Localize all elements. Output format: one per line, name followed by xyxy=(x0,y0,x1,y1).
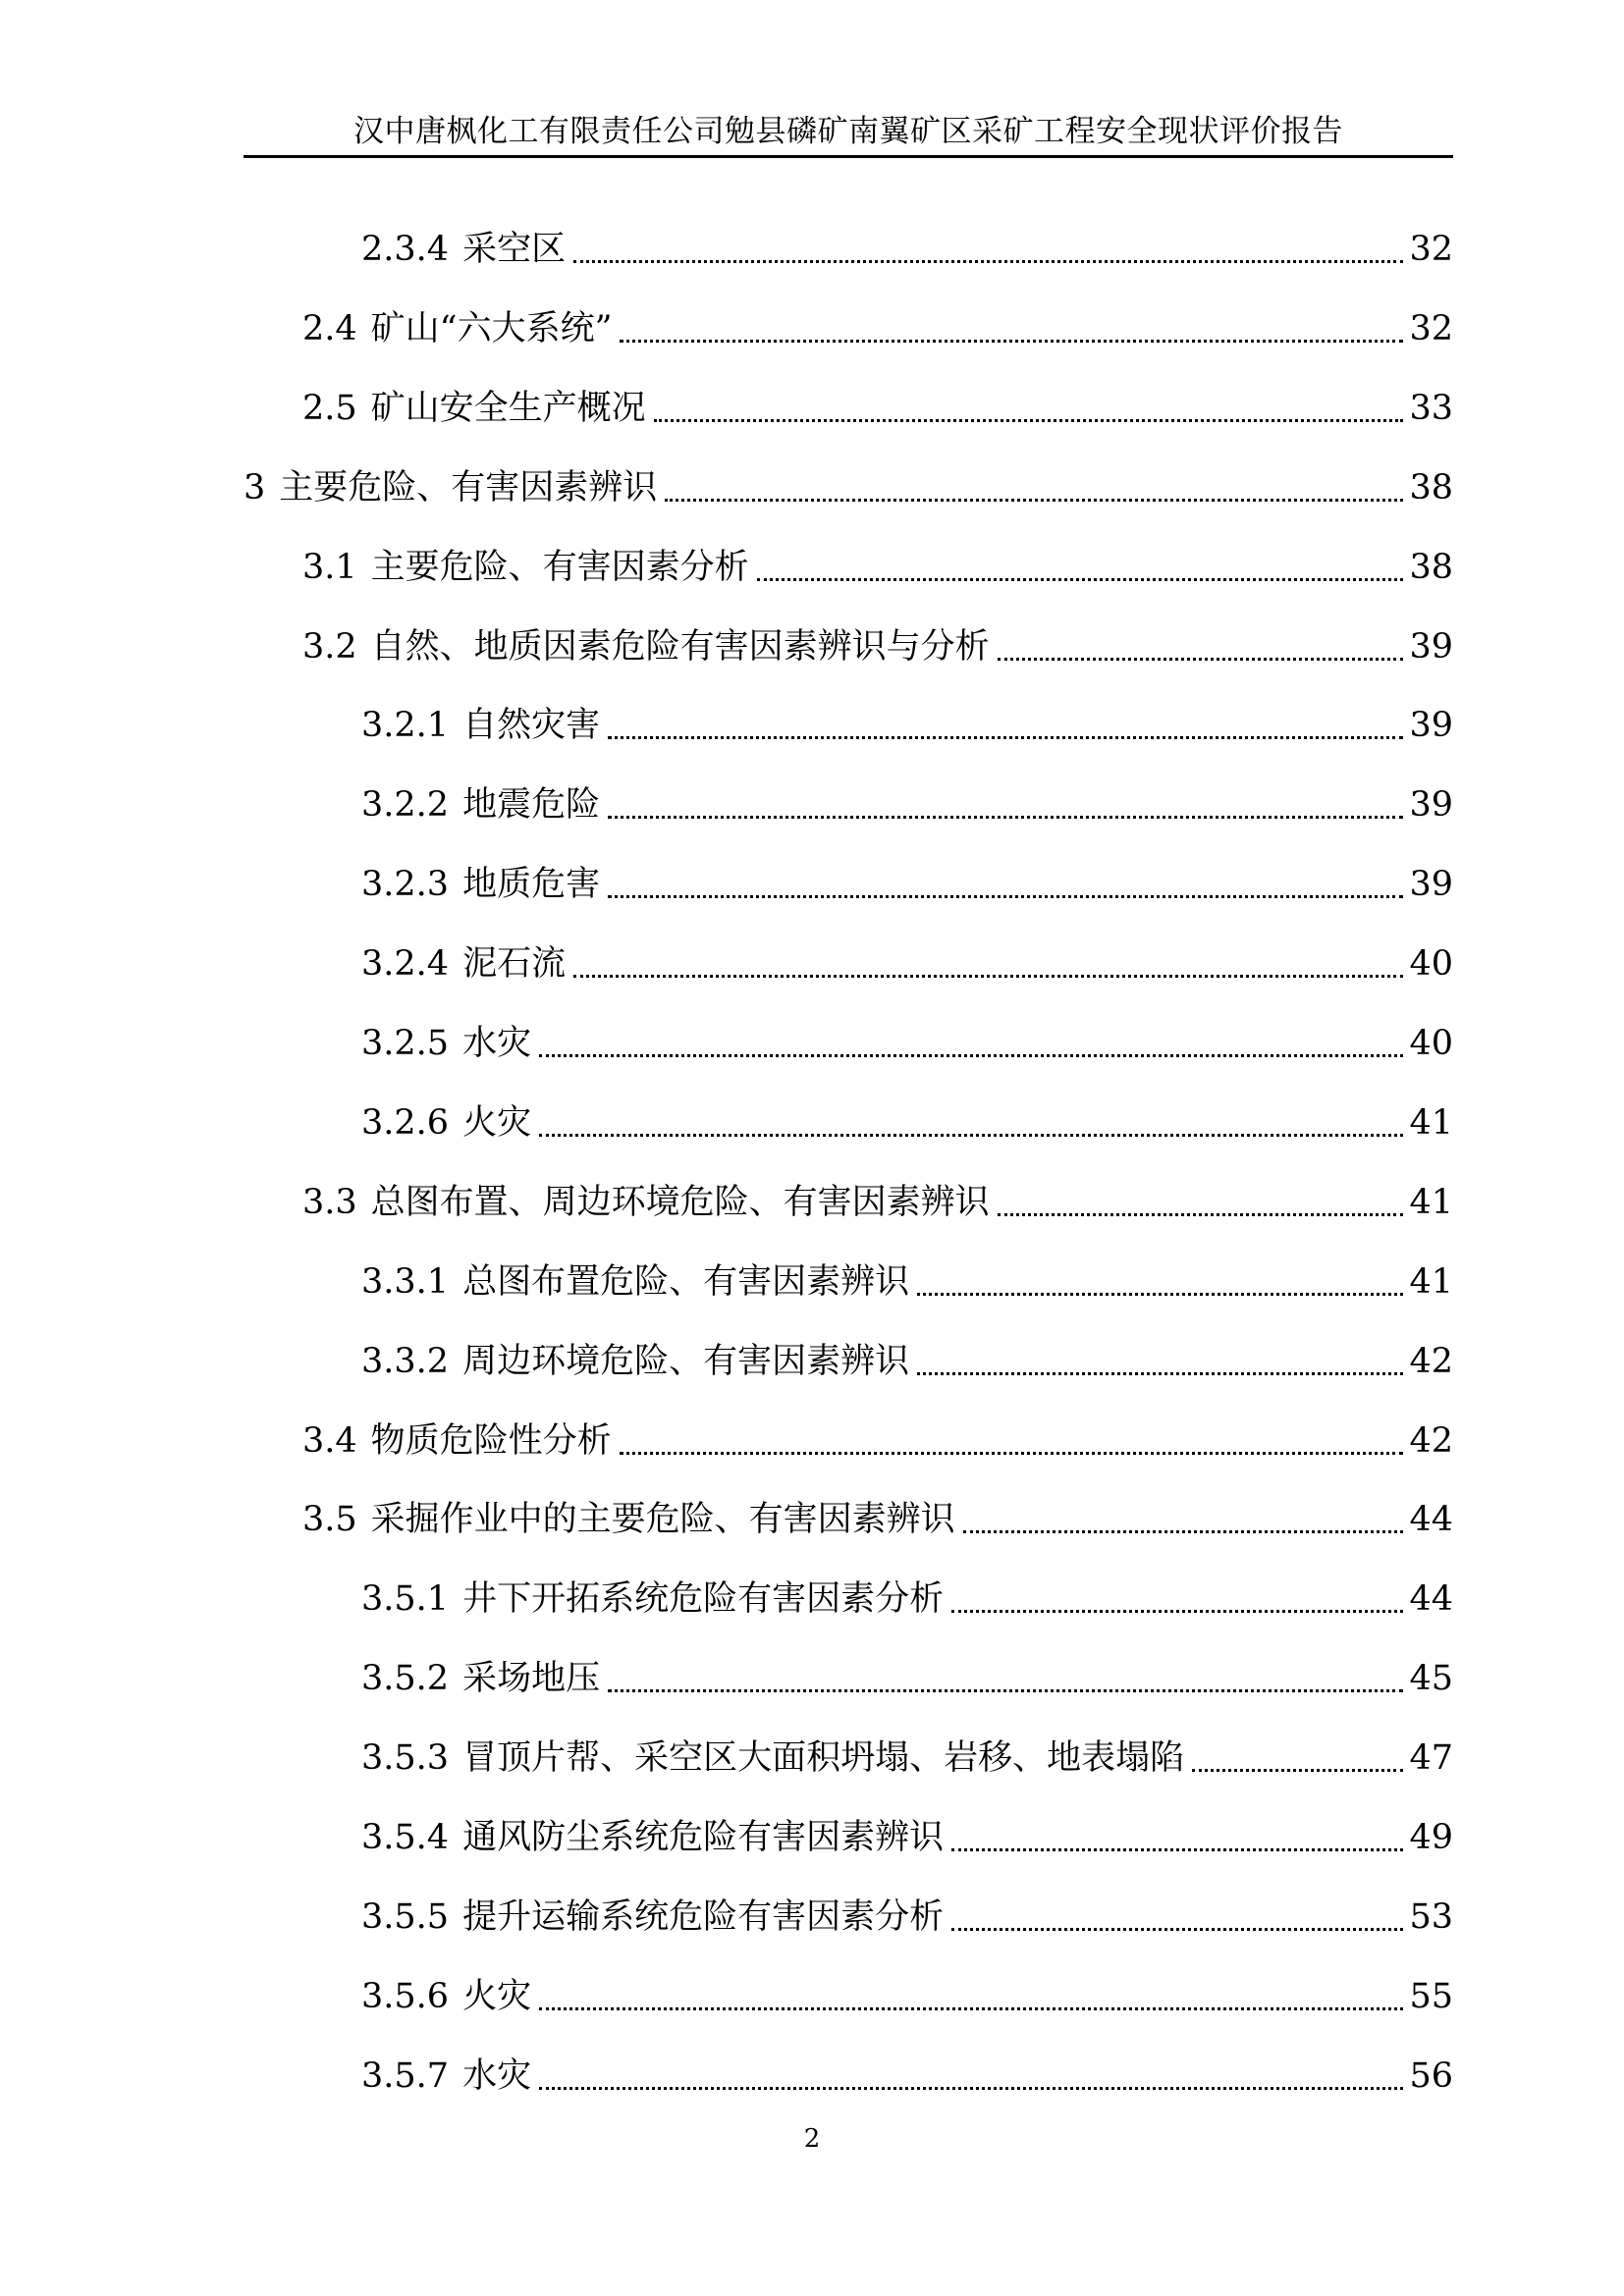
toc-entry-number: 3.2.5 xyxy=(361,1024,450,1063)
toc-dot-leader xyxy=(917,1372,1403,1375)
toc-entry[interactable] xyxy=(0,214,1624,273)
toc-entry-number: 3.5.6 xyxy=(361,1976,450,2016)
toc-entry[interactable] xyxy=(0,1723,1624,1782)
toc-dot-leader xyxy=(917,1293,1403,1296)
toc-entry-number: 2.5 xyxy=(302,388,357,428)
toc-entry-page: 44 xyxy=(1409,1579,1453,1620)
toc-entry-title: 自然、地质因素危险有害因素辨识与分析 xyxy=(370,626,990,667)
toc-entry-page: 38 xyxy=(1409,467,1453,507)
toc-dot-leader xyxy=(608,1689,1403,1692)
toc-dot-leader xyxy=(608,736,1403,739)
toc-entry[interactable] xyxy=(0,373,1624,432)
toc-entry-page: 47 xyxy=(1409,1738,1453,1779)
toc-entry-number: 3.4 xyxy=(302,1420,357,1461)
toc-dot-leader xyxy=(963,1530,1404,1533)
toc-entry-page: 39 xyxy=(1409,785,1453,826)
toc-entry-title: 采场地压 xyxy=(462,1659,601,1699)
toc-entry-title: 自然灾害 xyxy=(462,706,601,746)
toc-entry-number: 3.1 xyxy=(302,547,357,587)
toc-entry-page: 44 xyxy=(1409,1500,1453,1540)
toc-entry-title: 矿山“六大系统” xyxy=(370,308,613,348)
toc-entry-number: 3.5 xyxy=(302,1500,357,1540)
toc-entry-number: 3.3 xyxy=(302,1182,357,1222)
toc-dot-leader xyxy=(998,658,1404,661)
toc-dot-leader xyxy=(951,1928,1403,1931)
toc-entry[interactable] xyxy=(0,1326,1624,1385)
toc-entry-page: 41 xyxy=(1409,1182,1453,1222)
toc-dot-leader xyxy=(620,340,1403,343)
toc-entry-number: 3.2.6 xyxy=(361,1102,450,1143)
toc-entry-title: 提升运输系统危险有害因素分析 xyxy=(462,1896,945,1937)
toc-entry-page: 42 xyxy=(1409,1420,1453,1461)
toc-entry-page: 39 xyxy=(1409,865,1453,905)
toc-entry[interactable] xyxy=(0,532,1624,591)
toc-entry-number: 3.2.4 xyxy=(361,944,450,985)
toc-entry[interactable] xyxy=(0,1802,1624,1861)
toc-entry-title: 物质危险性分析 xyxy=(370,1420,612,1461)
toc-entry-title: 总图布置、周边环境危险、有害因素辨识 xyxy=(370,1182,990,1222)
toc-entry-page: 40 xyxy=(1409,944,1453,985)
toc-entry-title: 周边环境危险、有害因素辨识 xyxy=(462,1341,910,1381)
toc-entry-title: 地质危害 xyxy=(462,865,601,905)
toc-entry[interactable] xyxy=(0,1247,1624,1306)
toc-entry-title: 井下开拓系统危险有害因素分析 xyxy=(462,1579,945,1620)
toc-entry[interactable] xyxy=(0,770,1624,828)
toc-entry-page: 39 xyxy=(1409,706,1453,746)
toc-entry[interactable] xyxy=(0,2041,1624,2100)
toc-dot-leader xyxy=(951,1848,1403,1851)
toc-entry[interactable] xyxy=(0,1882,1624,1941)
toc-dot-leader xyxy=(573,975,1403,978)
toc-dot-leader xyxy=(665,499,1403,502)
toc-entry-number: 3.5.1 xyxy=(361,1579,450,1620)
toc-entry-number: 3.5.2 xyxy=(361,1659,450,1699)
toc-entry-title: 地震危险 xyxy=(462,785,601,826)
toc-dot-leader xyxy=(608,816,1403,819)
toc-entry-number: 2.4 xyxy=(302,308,357,348)
toc-entry-page: 32 xyxy=(1409,308,1453,348)
toc-entry-page: 32 xyxy=(1409,230,1453,269)
toc-entry-number: 3.3.1 xyxy=(361,1261,450,1302)
toc-entry-number: 3.5.7 xyxy=(361,2056,450,2096)
toc-entry[interactable] xyxy=(0,1088,1624,1147)
toc-entry[interactable] xyxy=(0,1008,1624,1067)
toc-entry-number: 3 xyxy=(244,467,266,507)
toc-entry-title: 矿山安全生产概况 xyxy=(370,388,646,428)
toc-entry-page: 42 xyxy=(1409,1341,1453,1381)
toc-entry[interactable] xyxy=(0,929,1624,988)
toc-entry-page: 38 xyxy=(1409,547,1453,587)
toc-entry-number: 3.5.5 xyxy=(361,1896,450,1937)
toc-entry-number: 3.2.1 xyxy=(361,706,450,746)
toc-entry-title: 主要危险、有害因素分析 xyxy=(370,547,749,587)
toc-entry-page: 49 xyxy=(1409,1818,1453,1857)
toc-dot-leader xyxy=(539,1054,1403,1057)
toc-entry-title: 水灾 xyxy=(462,2056,532,2096)
toc-dot-leader xyxy=(620,1452,1404,1455)
toc-entry-title: 泥石流 xyxy=(462,944,567,985)
toc-entry[interactable] xyxy=(0,453,1624,511)
toc-entry-page: 56 xyxy=(1409,2056,1453,2096)
toc-entry-title: 火灾 xyxy=(462,1102,532,1143)
toc-entry[interactable] xyxy=(0,1564,1624,1623)
toc-entry-title: 主要危险、有害因素辨识 xyxy=(279,467,658,507)
toc-entry[interactable] xyxy=(0,1167,1624,1226)
toc-entry-title: 总图布置危险、有害因素辨识 xyxy=(462,1261,910,1302)
toc-entry[interactable] xyxy=(0,612,1624,670)
toc-entry[interactable] xyxy=(0,1961,1624,2020)
toc-entry-number: 3.2 xyxy=(302,626,357,667)
toc-dot-leader xyxy=(998,1213,1404,1216)
toc-entry-page: 53 xyxy=(1409,1896,1453,1937)
toc-entry-title: 采空区 xyxy=(462,230,567,269)
toc-entry[interactable] xyxy=(0,849,1624,908)
toc-entry[interactable] xyxy=(0,1643,1624,1702)
toc-entry-number: 2.3.4 xyxy=(361,230,450,269)
toc-dot-leader xyxy=(951,1610,1403,1613)
toc-entry-title: 火灾 xyxy=(462,1976,532,2016)
toc-entry[interactable] xyxy=(0,1484,1624,1543)
toc-dot-leader xyxy=(539,2087,1403,2090)
toc-entry-title: 通风防尘系统危险有害因素辨识 xyxy=(462,1818,945,1857)
toc-dot-leader xyxy=(539,2007,1403,2010)
toc-entry[interactable] xyxy=(0,294,1624,352)
toc-entry-page: 33 xyxy=(1409,388,1453,428)
toc-entry-page: 45 xyxy=(1409,1659,1453,1699)
toc-entry-page: 41 xyxy=(1409,1261,1453,1302)
toc-entry-title: 冒顶片帮、采空区大面积坍塌、岩移、地表塌陷 xyxy=(462,1738,1185,1779)
toc-dot-leader xyxy=(539,1134,1403,1137)
page-number: 2 xyxy=(803,2124,821,2154)
toc-entry-number: 3.5.4 xyxy=(361,1818,450,1857)
toc-entry[interactable] xyxy=(0,690,1624,749)
toc-entry-title: 采掘作业中的主要危险、有害因素辨识 xyxy=(370,1500,955,1540)
toc-entry-page: 55 xyxy=(1409,1976,1453,2016)
running-header: 汉中唐枫化工有限责任公司勉县磷矿南翼矿区采矿工程安全现状评价报告 xyxy=(353,114,1343,149)
toc-entry-title: 水灾 xyxy=(462,1024,532,1063)
toc-dot-leader xyxy=(654,419,1404,422)
toc-entry[interactable] xyxy=(0,1406,1624,1465)
toc-dot-leader xyxy=(608,895,1403,898)
toc-dot-leader xyxy=(757,578,1404,581)
toc-dot-leader xyxy=(1192,1769,1403,1772)
toc-entry-number: 3.2.3 xyxy=(361,865,450,905)
toc-entry-number: 3.2.2 xyxy=(361,785,450,826)
toc-entry-number: 3.5.3 xyxy=(361,1738,450,1779)
toc-entry-page: 39 xyxy=(1409,626,1453,667)
toc-entry-page: 40 xyxy=(1409,1024,1453,1063)
toc-entry-page: 41 xyxy=(1409,1102,1453,1143)
toc-entry-number: 3.3.2 xyxy=(361,1341,450,1381)
toc-dot-leader xyxy=(573,260,1403,263)
